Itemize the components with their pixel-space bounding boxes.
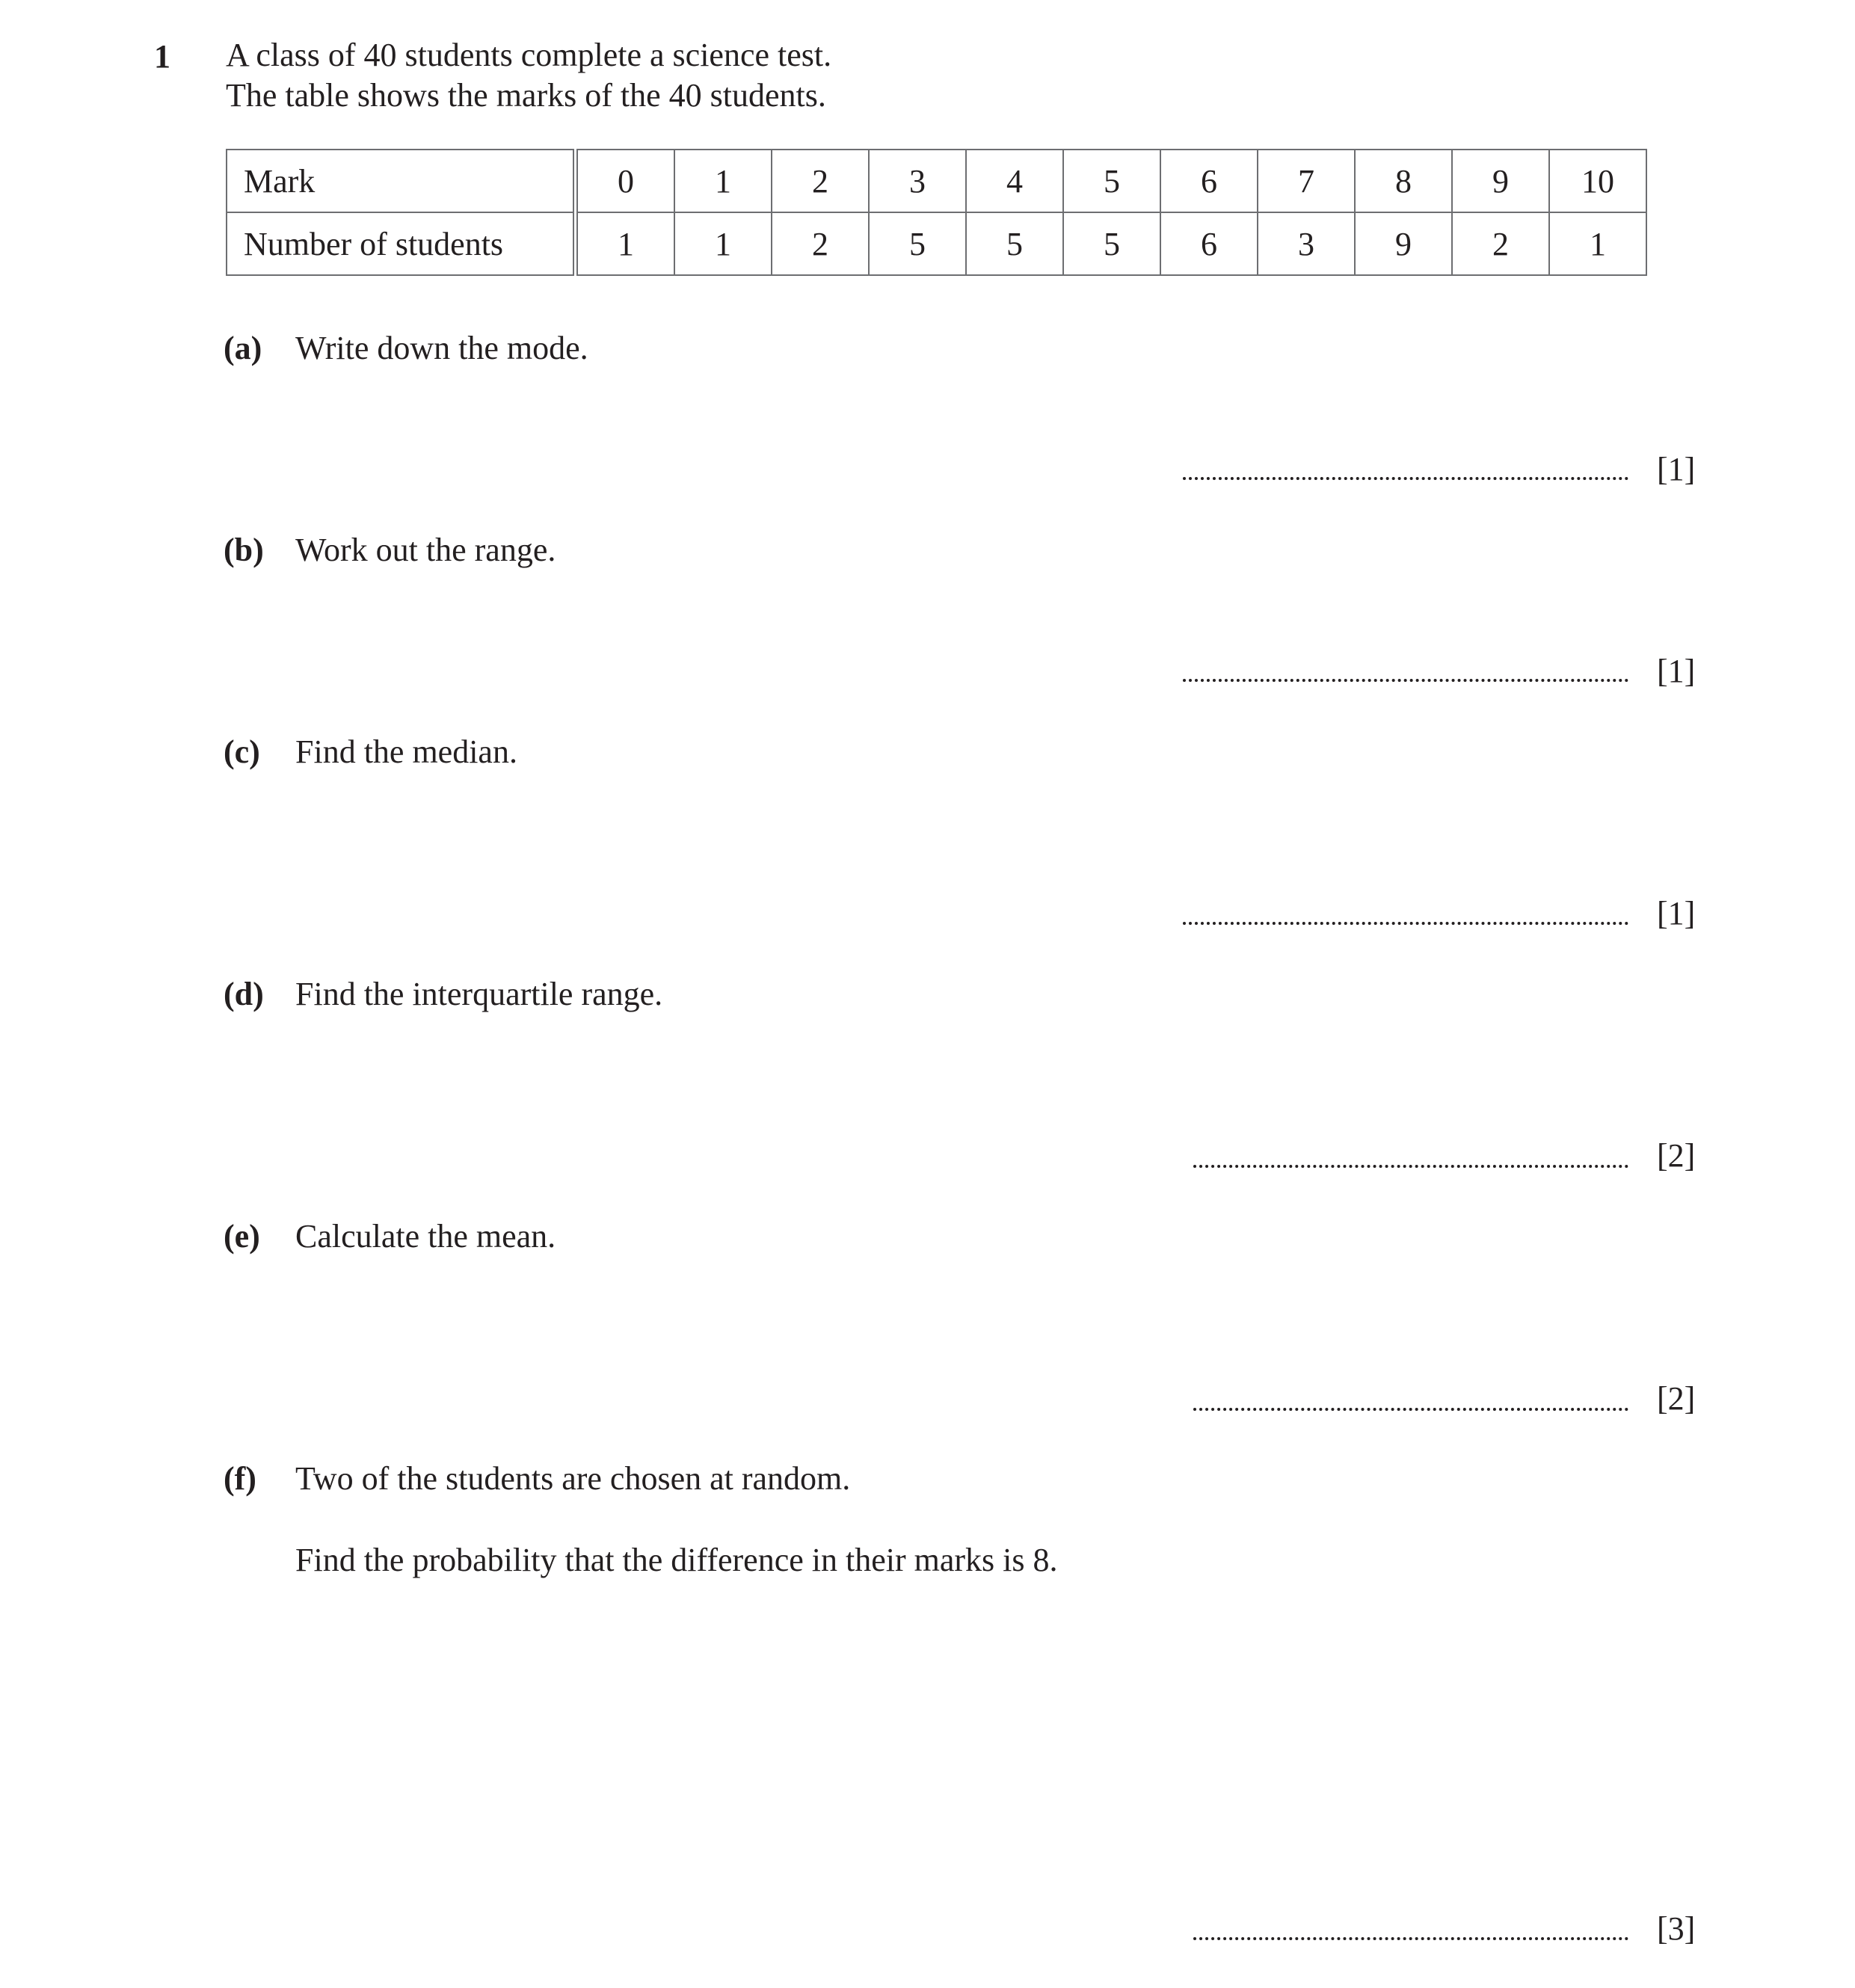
count-cell: 9 xyxy=(1355,212,1452,275)
mark-cell: 9 xyxy=(1452,150,1549,212)
part-b-label: (b) xyxy=(224,532,264,568)
mark-cell: 5 xyxy=(1063,150,1160,212)
mark-cell: 2 xyxy=(772,150,869,212)
part-f-answer-line[interactable] xyxy=(1193,1937,1628,1940)
count-cell: 5 xyxy=(869,212,966,275)
count-cell: 2 xyxy=(772,212,869,275)
part-f-text-2: Find the probability that the difference in their marks is 8. xyxy=(295,1542,1058,1578)
part-d-text: Find the interquartile range. xyxy=(295,976,663,1012)
part-e-marks: [2] xyxy=(1657,1380,1696,1417)
part-b-answer-line[interactable] xyxy=(1183,679,1628,682)
count-cell: 6 xyxy=(1160,212,1258,275)
part-d-marks: [2] xyxy=(1657,1137,1696,1174)
count-cell: 5 xyxy=(966,212,1063,275)
mark-cell: 0 xyxy=(576,150,675,212)
count-cell: 1 xyxy=(674,212,772,275)
part-c-marks: [1] xyxy=(1657,895,1696,932)
mark-cell: 4 xyxy=(966,150,1063,212)
part-c-text: Find the median. xyxy=(295,733,517,770)
part-c-label: (c) xyxy=(224,733,260,770)
row-header-number-of-students: Number of students xyxy=(227,212,576,275)
part-a-text: Write down the mode. xyxy=(295,330,588,366)
question-stem-line-2: The table shows the marks of the 40 students. xyxy=(226,77,826,114)
part-e-answer-line[interactable] xyxy=(1193,1408,1628,1411)
part-e-text: Calculate the mean. xyxy=(295,1218,556,1255)
part-a-answer-line[interactable] xyxy=(1183,477,1628,480)
part-b-marks: [1] xyxy=(1657,653,1696,689)
count-cell: 2 xyxy=(1452,212,1549,275)
part-b-text: Work out the range. xyxy=(295,532,556,568)
marks-table xyxy=(226,149,1647,276)
question-stem-line-1: A class of 40 students complete a science test. xyxy=(226,37,832,73)
table-row-mark xyxy=(227,150,1646,212)
mark-cell: 8 xyxy=(1355,150,1452,212)
row-header-mark: Mark xyxy=(227,150,576,212)
count-cell: 1 xyxy=(1549,212,1646,275)
mark-cell: 7 xyxy=(1258,150,1355,212)
part-a-marks: [1] xyxy=(1657,451,1696,487)
part-e-label: (e) xyxy=(224,1218,260,1255)
part-f-marks: [3] xyxy=(1657,1910,1696,1947)
table-row-number-of-students xyxy=(227,212,1646,275)
mark-cell: 10 xyxy=(1549,150,1646,212)
mark-cell: 6 xyxy=(1160,150,1258,212)
mark-cell: 1 xyxy=(674,150,772,212)
count-cell: 1 xyxy=(576,212,675,275)
part-d-label: (d) xyxy=(224,976,264,1012)
part-c-answer-line[interactable] xyxy=(1183,922,1628,925)
part-a-label: (a) xyxy=(224,330,262,366)
part-f-label: (f) xyxy=(224,1460,256,1497)
mark-cell: 3 xyxy=(869,150,966,212)
part-f-text: Two of the students are chosen at random. xyxy=(295,1460,851,1497)
question-number: 1 xyxy=(154,38,170,75)
count-cell: 5 xyxy=(1063,212,1160,275)
count-cell: 3 xyxy=(1258,212,1355,275)
part-d-answer-line[interactable] xyxy=(1193,1165,1628,1168)
